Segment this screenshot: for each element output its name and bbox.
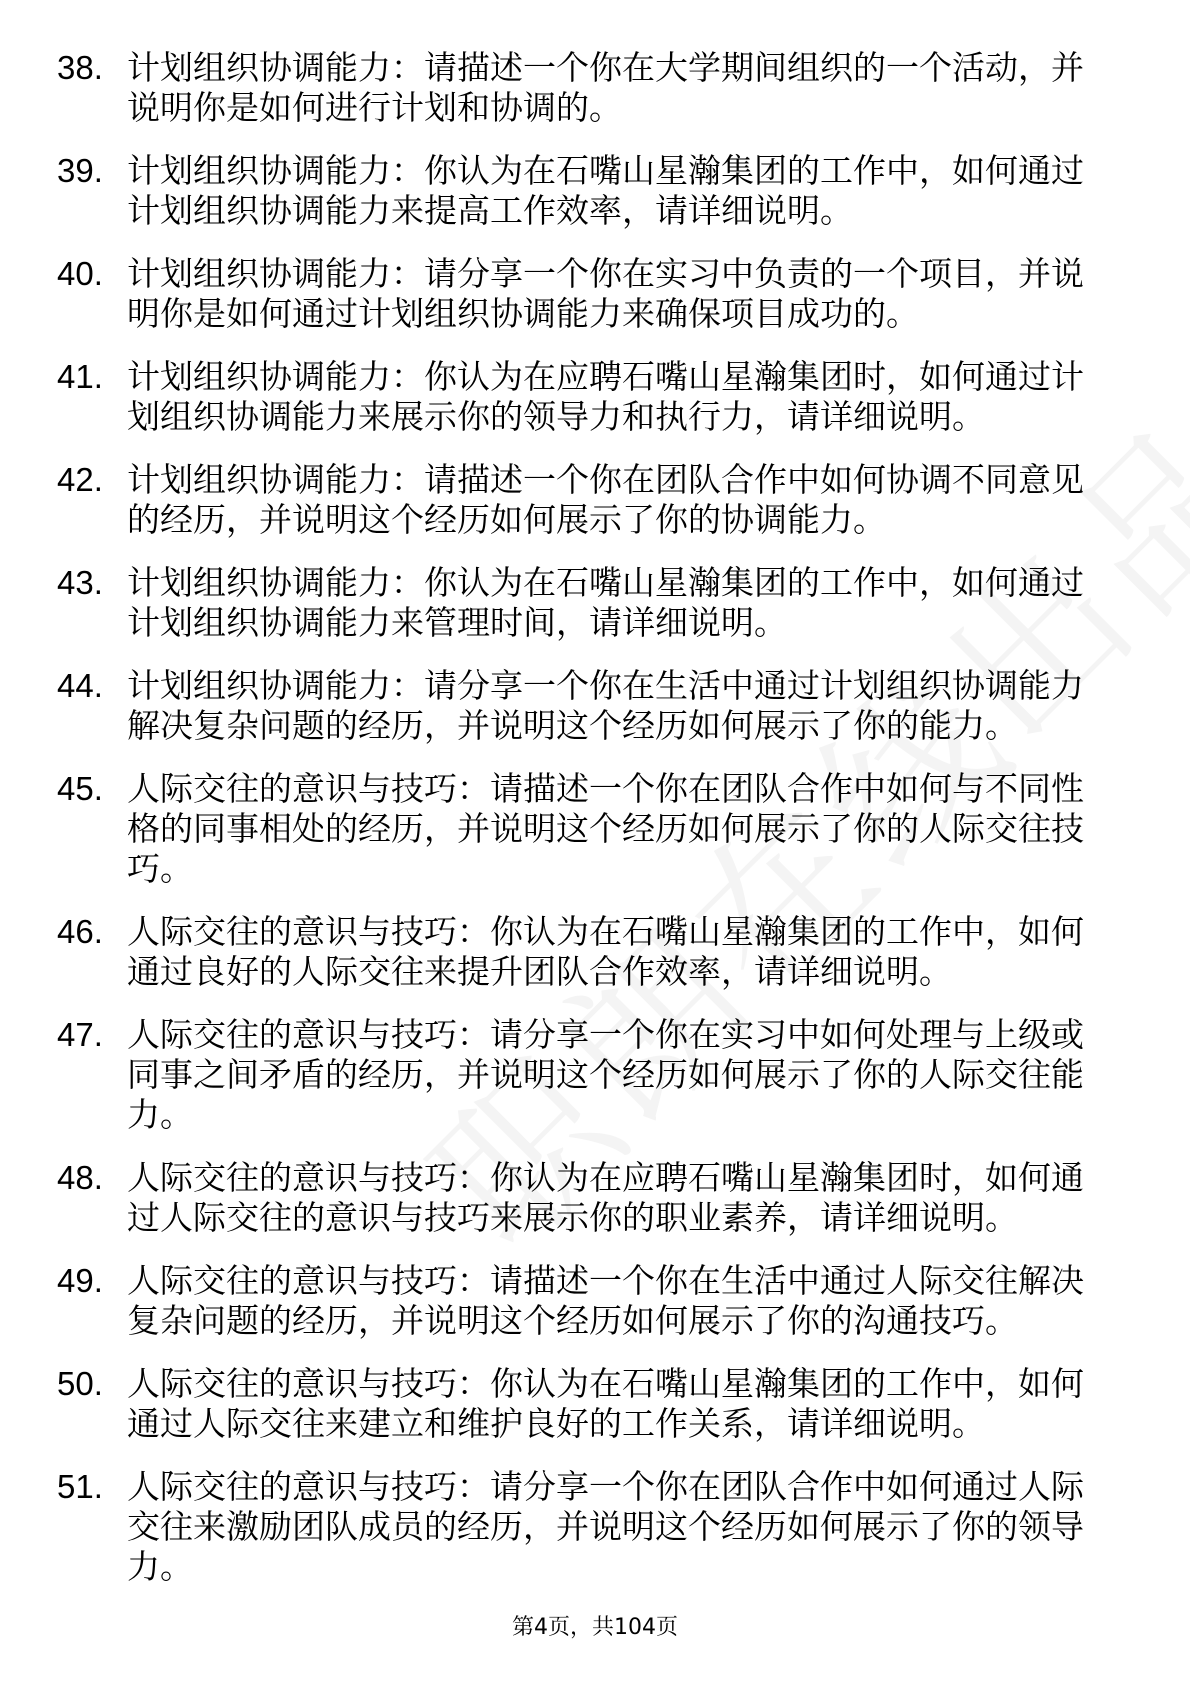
question-text: 人际交往的意识与技巧：你认为在石嘴山星瀚集团的工作中，如何通过人际交往来建立和维护良好的工作关系，请详细说明。 [127,1364,1084,1443]
question-text: 计划组织协调能力：你认为在石嘴山星瀚集团的工作中，如何通过计划组织协调能力来提高工作效率，请详细说明。 [127,151,1084,230]
question-number: 39. [57,152,103,189]
question-number: 42. [57,461,103,498]
question-text: 计划组织协调能力：你认为在应聘石嘴山星瀚集团时，如何通过计划组织协调能力来展示你的领导力和执行力，请详细说明。 [127,357,1084,436]
question-number: 44. [57,667,103,704]
list-item [0,1015,1190,1135]
question-text: 人际交往的意识与技巧：请分享一个你在团队合作中如何通过人际交往来激励团队成员的经历，并说明这个经历如何展示了你的领导力。 [127,1467,1084,1586]
list-item [0,563,1190,643]
list-item [0,48,1190,128]
list-item [0,151,1190,231]
question-list [0,48,1190,1610]
question-text: 人际交往的意识与技巧：你认为在石嘴山星瀚集团的工作中，如何通过良好的人际交往来提升团队合作效率，请详细说明。 [127,912,1084,991]
page-footer [0,1614,1190,1642]
question-text: 计划组织协调能力：请分享一个你在生活中通过计划组织协调能力解决复杂问题的经历，并说明这个经历如何展示了你的能力。 [127,666,1084,745]
list-item [0,1364,1190,1444]
question-text: 人际交往的意识与技巧：请描述一个你在生活中通过人际交往解决复杂问题的经历，并说明这个经历如何展示了你的沟通技巧。 [127,1261,1084,1340]
question-text: 计划组织协调能力：你认为在石嘴山星瀚集团的工作中，如何通过计划组织协调能力来管理时间，请详细说明。 [127,563,1084,642]
page-indicator: 第4页，共104页 [512,1615,678,1640]
question-text: 计划组织协调能力：请描述一个你在团队合作中如何协调不同意见的经历，并说明这个经历如何展示了你的协调能力。 [127,460,1084,539]
question-number: 45. [57,770,103,807]
list-item [0,912,1190,992]
question-number: 40. [57,255,103,292]
question-text: 人际交往的意识与技巧：你认为在应聘石嘴山星瀚集团时，如何通过人际交往的意识与技巧来展示你的职业素养，请详细说明。 [127,1158,1084,1237]
list-item [0,254,1190,334]
question-text: 人际交往的意识与技巧：请描述一个你在团队合作中如何与不同性格的同事相处的经历，并说明这个经历如何展示了你的人际交往技巧。 [127,769,1084,888]
question-number: 46. [57,913,103,950]
list-item [0,1261,1190,1341]
question-number: 41. [57,358,103,395]
question-number: 51. [57,1468,103,1505]
list-item [0,357,1190,437]
list-item [0,1158,1190,1238]
question-number: 43. [57,564,103,601]
question-number: 47. [57,1016,103,1053]
question-number: 49. [57,1262,103,1299]
question-text: 计划组织协调能力：请描述一个你在大学期间组织的一个活动，并说明你是如何进行计划和协调的。 [127,48,1084,127]
list-item [0,1467,1190,1587]
question-number: 38. [57,49,103,86]
question-text: 计划组织协调能力：请分享一个你在实习中负责的一个项目，并说明你是如何通过计划组织协调能力来确保项目成功的。 [127,254,1084,333]
list-item [0,769,1190,889]
list-item [0,666,1190,746]
question-text: 人际交往的意识与技巧：请分享一个你在实习中如何处理与上级或同事之间矛盾的经历，并说明这个经历如何展示了你的人际交往能力。 [127,1015,1084,1134]
question-number: 48. [57,1159,103,1196]
list-item [0,460,1190,540]
question-number: 50. [57,1365,103,1402]
